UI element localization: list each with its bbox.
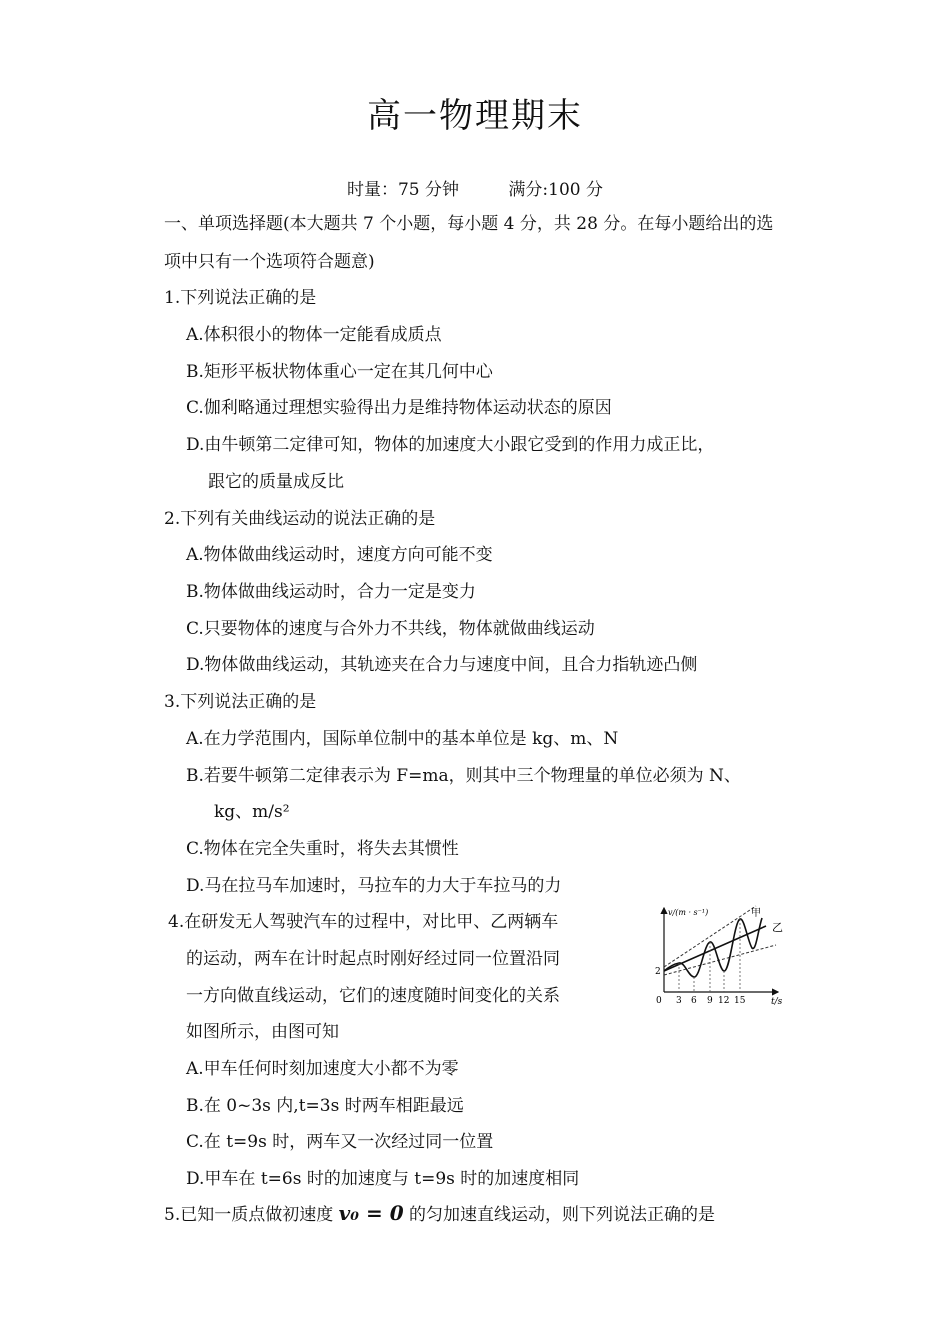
q3-option-a: A.在力学范围内，国际单位制中的基本单位是 kg、m、N bbox=[186, 729, 619, 749]
graph-origin-label: 0 bbox=[656, 996, 662, 1006]
graph-x-tick-6: 6 bbox=[691, 996, 697, 1006]
q2-option-c: C.只要物体的速度与合外力不共线，物体就做曲线运动 bbox=[186, 619, 595, 639]
q4-vt-graph bbox=[652, 904, 797, 1006]
q4-stem-line2: 的运动，两车在计时起点时刚好经过同一位置沿同 bbox=[186, 949, 560, 969]
graph-x-tick-12: 12 bbox=[718, 996, 730, 1006]
q3-option-d: D.马在拉马车加速时，马拉车的力大于车拉马的力 bbox=[186, 876, 562, 896]
q2-option-b: B.物体做曲线运动时，合力一定是变力 bbox=[186, 582, 476, 602]
graph-y-label: v/(m · s⁻¹) bbox=[668, 908, 709, 917]
graph-y-tick: 2 bbox=[655, 967, 661, 977]
q5-stem-post: 的匀加速直线运动，则下列说法正确的是 bbox=[409, 1205, 716, 1225]
q4-stem-line1: 4.在研发无人驾驶汽车的过程中，对比甲、乙两辆车 bbox=[168, 912, 559, 932]
graph-label-yi: 乙 bbox=[772, 921, 783, 934]
q2-stem: 2.下列有关曲线运动的说法正确的是 bbox=[164, 509, 436, 529]
q4-stem-line3: 一方向做直线运动，它们的速度随时间变化的关系 bbox=[186, 986, 560, 1006]
exam-score: 满分:100 分 bbox=[508, 180, 604, 200]
q1-option-a: A.体积很小的物体一定能看成质点 bbox=[186, 325, 442, 345]
q1-option-c: C.伽利略通过理想实验得出力是维持物体运动状态的原因 bbox=[186, 398, 612, 418]
section-heading-line2: 项中只有一个选项符合题意) bbox=[164, 252, 375, 272]
q2-option-d: D.物体做曲线运动，其轨迹夹在合力与速度中间，且合力指轨迹凸侧 bbox=[186, 655, 698, 675]
q5-math-v0: v₀ = 0 bbox=[338, 1201, 404, 1225]
q4-stem-line4: 如图所示，由图可知 bbox=[186, 1022, 339, 1042]
graph-x-tick-9: 9 bbox=[707, 996, 713, 1006]
exam-time: 时量：75 分钟 bbox=[346, 180, 460, 200]
q4-option-d: D.甲车在 t=6s 时的加速度与 t=9s 时的加速度相同 bbox=[186, 1169, 580, 1189]
q1-option-d: D.由牛顿第二定律可知，物体的加速度大小跟它受到的作用力成正比， bbox=[186, 435, 715, 455]
graph-x-tick-15: 15 bbox=[734, 996, 746, 1006]
q3-option-b-cont: kg、m/s² bbox=[214, 802, 290, 822]
q5-stem-pre: 5.已知一质点做初速度 bbox=[164, 1205, 334, 1225]
q4-option-b: B.在 0~3s 内,t=3s 时两车相距最远 bbox=[186, 1096, 464, 1116]
q3-option-b: B.若要牛顿第二定律表示为 F=ma，则其中三个物理量的单位必须为 N、 bbox=[186, 766, 741, 786]
exam-info bbox=[0, 178, 950, 202]
graph-lower-envelope bbox=[664, 945, 776, 975]
graph-x-tick-3: 3 bbox=[676, 996, 682, 1006]
q1-option-d-cont: 跟它的质量成反比 bbox=[208, 472, 344, 492]
q2-option-a: A.物体做曲线运动时，速度方向可能不变 bbox=[186, 545, 493, 565]
q5-stem bbox=[164, 1201, 715, 1227]
q4-option-c: C.在 t=9s 时，两车又一次经过同一位置 bbox=[186, 1132, 494, 1152]
graph-label-jia: 甲 bbox=[751, 908, 761, 919]
graph-x-label: t/s bbox=[771, 997, 783, 1006]
page-title: 高一物理期末 bbox=[367, 96, 583, 136]
q1-option-b: B.矩形平板状物体重心一定在其几何中心 bbox=[186, 362, 493, 382]
q3-option-c: C.物体在完全失重时，将失去其惯性 bbox=[186, 839, 459, 859]
q4-option-a: A.甲车任何时刻加速度大小都不为零 bbox=[186, 1059, 459, 1079]
section-heading-line1: 一、单项选择题(本大题共 7 个小题，每小题 4 分，共 28 分。在每小题给出的选 bbox=[164, 214, 774, 234]
q1-stem: 1.下列说法正确的是 bbox=[164, 288, 317, 308]
q3-stem: 3.下列说法正确的是 bbox=[164, 692, 317, 712]
